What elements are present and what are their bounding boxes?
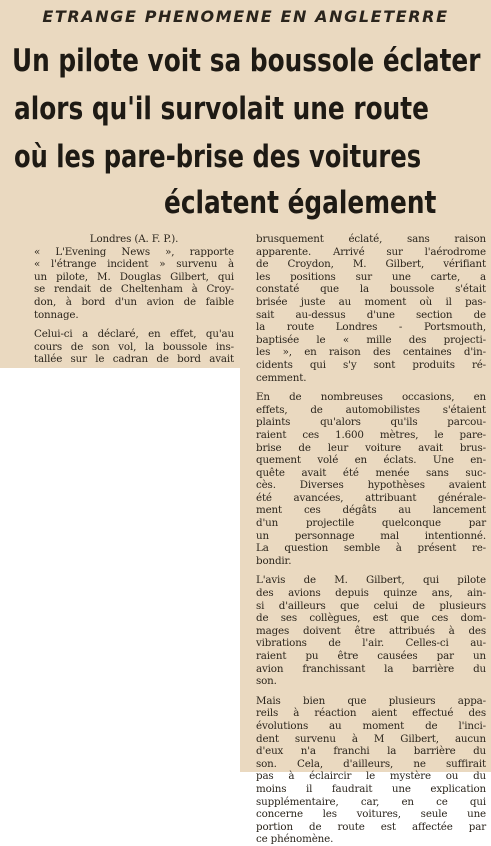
text-line: évolutions au moment de l'inci- (256, 719, 486, 732)
text-line: tallée sur le cadran de bord avait (34, 353, 234, 366)
text-line: Mais bien que plusieurs appa- (256, 694, 486, 707)
text-line: « l'étrange incident » survenu à (34, 258, 234, 271)
text-line: son. Cela, d'ailleurs, ne suffirait (256, 757, 486, 770)
text-line: des avions depuis quinze ans, ain- (256, 587, 486, 600)
text-line: la route Londres - Portsmouth, (256, 321, 486, 334)
text-line: d'eux n'a franchi la barrière du (256, 745, 486, 758)
text-line: un personnage mal intentionné. (256, 529, 486, 542)
text-line: vibrations de l'air. Celles-ci au- (256, 637, 486, 650)
text-line: « L'Evening News », rapporte (34, 245, 234, 258)
headline-line-1: Un pilote voit sa boussole éclater (12, 43, 481, 79)
text-line: son. (256, 675, 277, 688)
text-line: En de nombreuses occasions, en (256, 391, 486, 404)
text-line: cemment. (256, 371, 307, 384)
right-paragraph-3 (256, 574, 486, 687)
headline-line-3: où les pare-brise des voitures (14, 139, 422, 175)
text-line: brisée juste au moment où il pas- (256, 295, 486, 308)
headline-line-4: éclatent également (164, 185, 437, 221)
text-line: ment ces dégâts au lancement (256, 504, 486, 517)
text-line: constaté que la boussole s'était (256, 283, 486, 296)
text-line: se rendait de Cheltenham à Croy- (34, 283, 234, 296)
text-line: si d'ailleurs que celui de plusieurs (256, 599, 486, 612)
dateline: Londres (A. F. P.). (89, 233, 179, 245)
right-paragraph-4 (256, 695, 486, 846)
text-line: cidents qui s'y sont produits ré- (256, 358, 486, 371)
text-line: avion franchissant la barrière du (256, 662, 486, 675)
text-line: raient pu être causées par un (256, 650, 486, 662)
left-paragraph-2 (34, 328, 234, 366)
text-line: effets, de automobilistes s'étaient (256, 403, 486, 416)
text-line: supplémentaire, car, en ce qui (256, 795, 486, 808)
text-line: cours de son vol, la boussole ins- (34, 340, 234, 353)
text-line: quement volé en éclats. Une en- (256, 454, 486, 467)
text-line: apparente. Arrivé sur l'aérodrome (256, 245, 486, 258)
text-line: les positions sur une carte, a (256, 270, 486, 283)
text-line: baptisée le « mille des projecti- (256, 333, 486, 346)
text-line: d'un projectile quelconque par (256, 517, 486, 530)
text-line: sait au-dessus d'une section de (256, 308, 486, 321)
text-line: moins il faudrait une explication (256, 782, 486, 795)
text-line: pas à éclaircir le mystère ou du (256, 770, 486, 783)
text-line: de ses collègues, est que ces dom- (256, 612, 486, 625)
left-paragraph-1 (34, 246, 234, 322)
text-line: brusquement éclaté, sans raison (256, 233, 486, 245)
text-line: La question semble à présent re- (256, 542, 486, 555)
text-line: plaints qu'alors qu'ils parcou- (256, 416, 486, 429)
text-line: un pilote, M. Douglas Gilbert, qui (34, 270, 234, 283)
text-line: L'avis de M. Gilbert, qui pilote (256, 574, 486, 587)
left-column (34, 233, 234, 366)
text-line: ce phénomène. (256, 833, 334, 846)
text-line: dent survenu à M Gilbert, aucun (256, 732, 486, 745)
text-line: été avancées, attribuant générale- (256, 491, 486, 504)
text-line: portion de route est affectée par (256, 820, 486, 833)
text-line: reils à réaction aient effectué des (256, 707, 486, 720)
text-line: de Croydon, M. Gilbert, vérifiant (256, 258, 486, 271)
text-line: tonnage. (34, 308, 79, 321)
text-line: quête avait été menée sans suc- (256, 466, 486, 479)
text-line: cès. Diverses hypothèses avaient (256, 479, 486, 492)
text-line: brise de leur voiture avait brus- (256, 441, 486, 454)
text-line: Celui-ci a déclaré, en effet, qu'au (34, 328, 234, 341)
kicker-headline: ETRANGE PHENOMENE EN ANGLETERRE (42, 7, 449, 26)
text-line: don, à bord d'un avion de faible (34, 295, 234, 308)
headline-line-2: alors qu'il survolait une route (14, 91, 429, 127)
text-line: raient ces 1.600 mètres, le pare- (256, 428, 486, 441)
right-column (256, 233, 486, 846)
right-paragraph-2 (256, 391, 486, 567)
text-line: les », en raison des centaines d'in- (256, 346, 486, 359)
right-paragraph-1 (256, 233, 486, 384)
text-line: concerne les voitures, seule une (256, 808, 486, 821)
text-line: bondir. (256, 554, 292, 567)
text-line: mages doivent être attribués à des (256, 624, 486, 637)
